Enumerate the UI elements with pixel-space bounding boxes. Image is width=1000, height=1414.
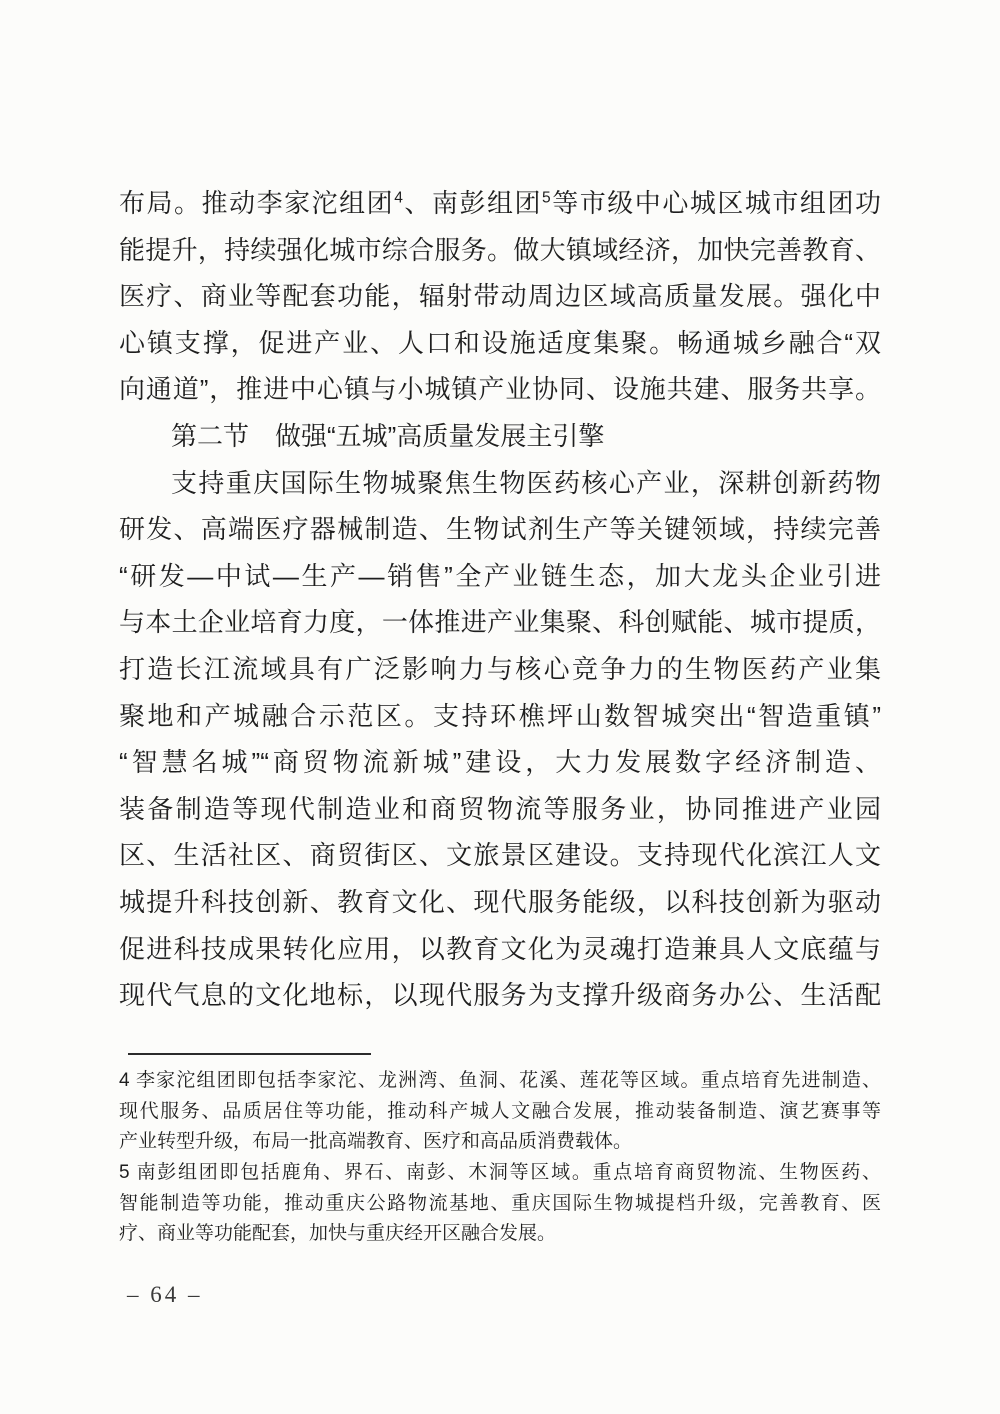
- body-line: 聚地和产城融合示范区。支持环樵坪山数智城突出“智造重镇”: [119, 700, 881, 731]
- footnote-separator: [128, 1053, 371, 1055]
- footnote-ref-5: 5: [542, 189, 551, 207]
- body-line-segment: 等市级中心城区城市组团功: [550, 188, 881, 218]
- body-line: 能提升，持续强化城市综合服务。做大镇域经济，加快完善教育、: [119, 234, 881, 265]
- page-number: – 64 –: [127, 1282, 203, 1307]
- body-line: 研发、高端医疗器械制造、生物试剂生产等关键领域，持续完善: [119, 514, 881, 545]
- body-line: 支持重庆国际生物城聚焦生物医药核心产业，深耕创新药物: [171, 467, 881, 498]
- body-line: “智慧名城”“商贸物流新城”建设，大力发展数字经济制造、: [119, 747, 881, 778]
- footnote-5-line: 智能制造等功能，推动重庆公路物流基地、重庆国际生物城提档升级，完善教育、医: [119, 1192, 881, 1214]
- footnote-4-line: 产业转型升级，布局一批高端教育、医疗和高品质消费载体。: [119, 1131, 633, 1153]
- footnote-4-line: 现代服务、品质居住等功能，推动科产城人文融合发展，推动装备制造、演艺赛事等: [119, 1100, 881, 1122]
- body-line-segment: 布局。推动李家沱组团: [119, 188, 395, 218]
- body-line: 现代气息的文化地标，以现代服务为支撑升级商务办公、生活配: [119, 980, 881, 1011]
- body-line: [119, 180, 881, 227]
- body-line: 与本土企业培育力度，一体推进产业集聚、科创赋能、城市提质，: [119, 607, 881, 638]
- body-line: 向通道”，推进中心镇与小城镇产业协同、设施共建、服务共享。: [119, 374, 881, 405]
- body-line: 打造长江流域具有广泛影响力与核心竞争力的生物医药产业集: [119, 653, 881, 684]
- footnote-5-line: 疗、商业等功能配套，加快与重庆经开区融合发展。: [119, 1223, 557, 1245]
- footnote-ref-4: 4: [394, 189, 403, 207]
- body-text-block: [119, 180, 881, 1019]
- footnotes-block: [119, 1066, 881, 1250]
- body-line: “研发—中试—生产—销售”全产业链生态，加大龙头企业引进: [119, 560, 881, 591]
- body-line: 医疗、商业等配套功能，辐射带动周边区域高质量发展。强化中: [119, 281, 881, 312]
- body-line: 城提升科技创新、教育文化、现代服务能级，以科技创新为驱动: [119, 886, 881, 917]
- section-heading: 第二节 做强“五城”高质量发展主引擎: [171, 420, 605, 451]
- footnote-5-line: 5 南彭组团即包括鹿角、界石、南彭、木洞等区域。重点培育商贸物流、生物医药、: [119, 1162, 881, 1184]
- footnote-4-line: 4 李家沱组团即包括李家沱、龙洲湾、鱼洞、花溪、莲花等区域。重点培育先进制造、: [119, 1070, 881, 1091]
- body-line: 心镇支撑，促进产业、人口和设施适度集聚。畅通城乡融合“双: [119, 327, 881, 358]
- body-line: 装备制造等现代制造业和商贸物流等服务业，协同推进产业园: [119, 793, 881, 824]
- body-line: 促进科技成果转化应用，以教育文化为灵魂打造兼具人文底蕴与: [119, 933, 881, 964]
- body-line-segment: 、南彭组团: [402, 188, 543, 218]
- body-line: 区、生活社区、商贸街区、文旅景区建设。支持现代化滨江人文: [119, 840, 881, 871]
